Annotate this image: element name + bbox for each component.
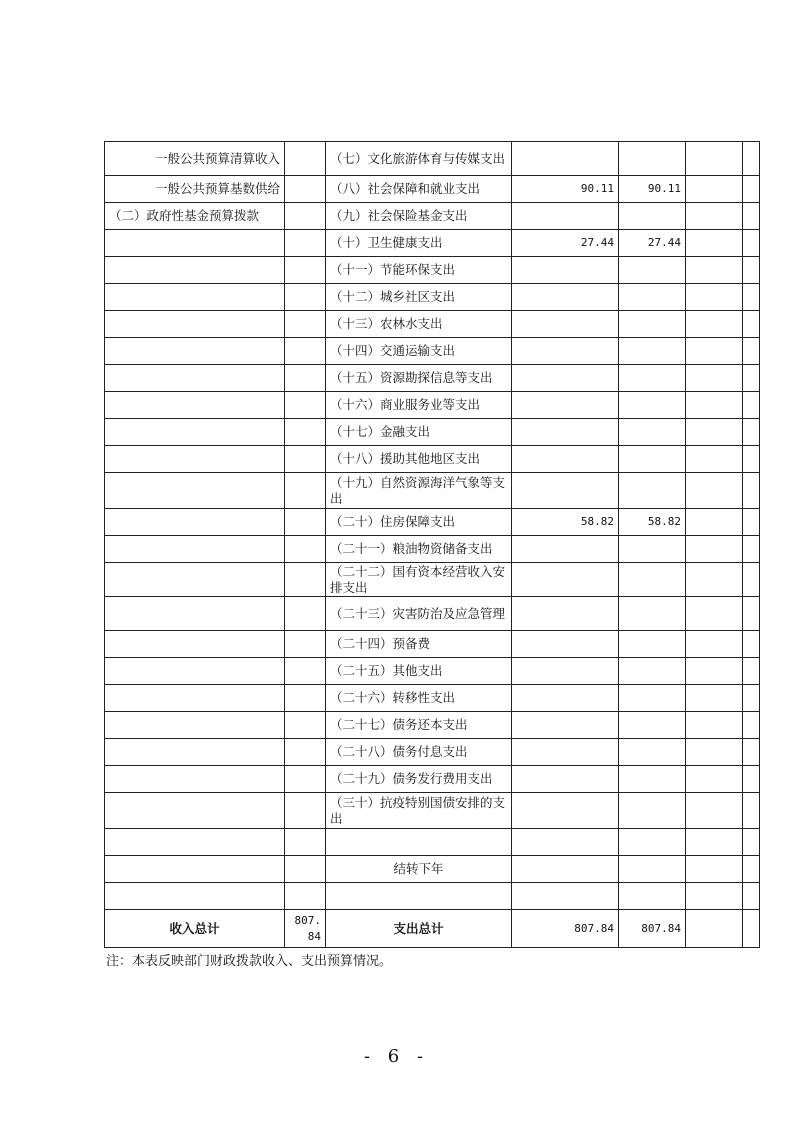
table-row	[105, 536, 760, 563]
income-amount	[285, 685, 326, 712]
income-amount	[285, 419, 326, 446]
expense-amount-2	[619, 685, 686, 712]
expense-amount-2	[619, 203, 686, 230]
table-row	[105, 766, 760, 793]
expense-amount-1	[512, 392, 619, 419]
empty-cell	[686, 365, 743, 392]
income-amount	[285, 392, 326, 419]
page-number: - 6 -	[363, 1046, 430, 1067]
income-amount	[285, 766, 326, 793]
expense-item: （二十三）灾害防治及应急管理	[326, 597, 512, 631]
expense-amount-1	[512, 856, 619, 883]
expense-amount-2	[619, 473, 686, 509]
empty-cell	[686, 739, 743, 766]
income-item	[105, 883, 285, 910]
income-amount	[285, 446, 326, 473]
income-total-label: 收入总计	[105, 910, 285, 948]
empty-cell	[686, 910, 743, 948]
expense-item: （十三）农林水支出	[326, 311, 512, 338]
table-row	[105, 597, 760, 631]
expense-amount-2: 90.11	[619, 176, 686, 203]
expense-amount-1	[512, 563, 619, 597]
income-item	[105, 536, 285, 563]
table-row	[105, 856, 760, 883]
expense-amount-1	[512, 597, 619, 631]
empty-cell	[686, 257, 743, 284]
income-amount	[285, 563, 326, 597]
income-item	[105, 712, 285, 739]
empty-cell	[743, 311, 760, 338]
expense-item	[326, 883, 512, 910]
expense-amount-2: 27.44	[619, 230, 686, 257]
expense-amount-1: 90.11	[512, 176, 619, 203]
income-item	[105, 856, 285, 883]
income-amount	[285, 793, 326, 829]
income-item	[105, 419, 285, 446]
empty-cell	[686, 658, 743, 685]
table-row	[105, 631, 760, 658]
expense-item: （十七）金融支出	[326, 419, 512, 446]
income-item	[105, 597, 285, 631]
income-amount	[285, 856, 326, 883]
expense-total-label: 支出总计	[326, 910, 512, 948]
expense-amount-1	[512, 829, 619, 856]
expense-item: （十二）城乡社区支出	[326, 284, 512, 311]
table-row	[105, 392, 760, 419]
expense-amount-1	[512, 284, 619, 311]
expense-item: （二十）住房保障支出	[326, 509, 512, 536]
table-row	[105, 712, 760, 739]
empty-cell	[686, 563, 743, 597]
table-row	[105, 446, 760, 473]
expense-amount-1	[512, 793, 619, 829]
expense-amount-1	[512, 883, 619, 910]
empty-cell	[743, 739, 760, 766]
table-row	[105, 311, 760, 338]
expense-item: （二十二）国有资本经营收入安排支出	[326, 563, 512, 597]
expense-amount-2	[619, 856, 686, 883]
table-row	[105, 338, 760, 365]
empty-cell	[743, 230, 760, 257]
expense-amount-1: 58.82	[512, 509, 619, 536]
income-item	[105, 793, 285, 829]
expense-amount-2	[619, 712, 686, 739]
income-amount	[285, 829, 326, 856]
income-item	[105, 392, 285, 419]
expense-item: （二十四）预备费	[326, 631, 512, 658]
expense-item: （二十七）债务还本支出	[326, 712, 512, 739]
empty-cell	[743, 203, 760, 230]
income-amount	[285, 597, 326, 631]
table-row	[105, 739, 760, 766]
empty-cell	[686, 766, 743, 793]
empty-cell	[686, 712, 743, 739]
income-item: 一般公共预算清算收入	[105, 142, 285, 176]
income-item	[105, 284, 285, 311]
empty-cell	[686, 392, 743, 419]
expense-item	[326, 829, 512, 856]
empty-cell	[686, 631, 743, 658]
table-row	[105, 365, 760, 392]
income-amount	[285, 338, 326, 365]
empty-cell	[686, 284, 743, 311]
empty-cell	[743, 536, 760, 563]
table-row	[105, 685, 760, 712]
empty-cell	[743, 257, 760, 284]
empty-cell	[686, 230, 743, 257]
expense-amount-2	[619, 365, 686, 392]
table-row	[105, 230, 760, 257]
income-item	[105, 631, 285, 658]
expense-amount-1	[512, 257, 619, 284]
income-item: 一般公共预算基数供给	[105, 176, 285, 203]
income-amount	[285, 712, 326, 739]
income-amount	[285, 658, 326, 685]
empty-cell	[686, 311, 743, 338]
income-item	[105, 311, 285, 338]
expense-amount-2	[619, 284, 686, 311]
expense-amount-1	[512, 446, 619, 473]
empty-cell	[743, 631, 760, 658]
empty-cell	[686, 856, 743, 883]
table-note: 注：本表反映部门财政拨款收入、支出预算情况。	[106, 954, 393, 969]
empty-cell	[686, 446, 743, 473]
table-body	[105, 142, 760, 910]
income-amount	[285, 536, 326, 563]
expense-item: （二十一）粮油物资储备支出	[326, 536, 512, 563]
empty-cell	[686, 203, 743, 230]
empty-cell	[686, 685, 743, 712]
income-item	[105, 563, 285, 597]
empty-cell	[686, 473, 743, 509]
empty-cell	[743, 597, 760, 631]
income-amount	[285, 230, 326, 257]
empty-cell	[743, 446, 760, 473]
income-item	[105, 257, 285, 284]
empty-cell	[743, 563, 760, 597]
income-item	[105, 230, 285, 257]
expense-amount-1	[512, 536, 619, 563]
table-row	[105, 793, 760, 829]
expense-amount-2	[619, 793, 686, 829]
income-amount	[285, 176, 326, 203]
expense-item: （十六）商业服务业等支出	[326, 392, 512, 419]
expense-amount-1	[512, 142, 619, 176]
expense-amount-1	[512, 311, 619, 338]
expense-amount-1	[512, 203, 619, 230]
expense-item: （十四）交通运输支出	[326, 338, 512, 365]
expense-item: （九）社会保险基金支出	[326, 203, 512, 230]
expense-item: （八）社会保障和就业支出	[326, 176, 512, 203]
expense-amount-1: 27.44	[512, 230, 619, 257]
expense-amount-1	[512, 658, 619, 685]
expense-amount-1	[512, 338, 619, 365]
expense-amount-1	[512, 365, 619, 392]
income-amount	[285, 284, 326, 311]
expense-item: 结转下年	[326, 856, 512, 883]
expense-amount-2	[619, 536, 686, 563]
empty-cell	[686, 509, 743, 536]
empty-cell	[743, 883, 760, 910]
empty-cell	[743, 793, 760, 829]
table-row	[105, 473, 760, 509]
table-row	[105, 509, 760, 536]
empty-cell	[743, 509, 760, 536]
income-amount	[285, 142, 326, 176]
budget-table	[104, 141, 760, 948]
empty-cell	[686, 883, 743, 910]
income-amount	[285, 509, 326, 536]
expense-amount-1	[512, 685, 619, 712]
empty-cell	[686, 338, 743, 365]
income-total-value: 807.84	[294, 913, 321, 943]
expense-amount-1	[512, 766, 619, 793]
income-amount	[285, 365, 326, 392]
expense-amount-2	[619, 392, 686, 419]
income-item	[105, 766, 285, 793]
expense-amount-1	[512, 739, 619, 766]
expense-item: （二十六）转移性支出	[326, 685, 512, 712]
empty-cell	[686, 176, 743, 203]
income-item	[105, 739, 285, 766]
expense-item: （十八）援助其他地区支出	[326, 446, 512, 473]
expense-amount-1	[512, 473, 619, 509]
expense-amount-2	[619, 739, 686, 766]
table-row	[105, 883, 760, 910]
empty-cell	[743, 392, 760, 419]
table-row	[105, 563, 760, 597]
table-row	[105, 284, 760, 311]
empty-cell	[743, 419, 760, 446]
expense-item: （三十）抗疫特别国债安排的支出	[326, 793, 512, 829]
expense-amount-2	[619, 446, 686, 473]
empty-cell	[743, 766, 760, 793]
expense-amount-2	[619, 419, 686, 446]
expense-amount-1	[512, 419, 619, 446]
expense-amount-2	[619, 563, 686, 597]
income-amount	[285, 203, 326, 230]
income-amount	[285, 631, 326, 658]
empty-cell	[686, 536, 743, 563]
expense-amount-2	[619, 631, 686, 658]
table-row	[105, 142, 760, 176]
income-item	[105, 473, 285, 509]
expense-item: （二十九）债务发行费用支出	[326, 766, 512, 793]
expense-amount-1	[512, 631, 619, 658]
income-amount	[285, 311, 326, 338]
table-row	[105, 176, 760, 203]
expense-total-amount-1: 807.84	[512, 910, 619, 948]
table-row	[105, 203, 760, 230]
table-row	[105, 658, 760, 685]
income-amount	[285, 883, 326, 910]
empty-cell	[743, 473, 760, 509]
expense-amount-2	[619, 658, 686, 685]
empty-cell	[743, 685, 760, 712]
expense-amount-2	[619, 829, 686, 856]
empty-cell	[743, 284, 760, 311]
expense-item: （十一）节能环保支出	[326, 257, 512, 284]
income-item	[105, 365, 285, 392]
total-row	[105, 910, 760, 948]
table-row	[105, 419, 760, 446]
expense-item: （二十八）债务付息支出	[326, 739, 512, 766]
empty-cell	[686, 142, 743, 176]
empty-cell	[686, 829, 743, 856]
expense-amount-2	[619, 883, 686, 910]
expense-amount-2	[619, 257, 686, 284]
empty-cell	[743, 142, 760, 176]
income-amount	[285, 739, 326, 766]
income-amount	[285, 473, 326, 509]
expense-amount-2	[619, 597, 686, 631]
empty-cell	[686, 793, 743, 829]
expense-amount-2	[619, 142, 686, 176]
empty-cell	[743, 712, 760, 739]
table-row	[105, 257, 760, 284]
empty-cell	[743, 338, 760, 365]
expense-amount-2	[619, 766, 686, 793]
expense-item: （十九）自然资源海洋气象等支出	[326, 473, 512, 509]
table-row	[105, 829, 760, 856]
expense-amount-2: 58.82	[619, 509, 686, 536]
income-item	[105, 658, 285, 685]
income-item	[105, 829, 285, 856]
empty-cell	[743, 856, 760, 883]
income-item: （二）政府性基金预算拨款	[105, 203, 285, 230]
expense-item: （十）卫生健康支出	[326, 230, 512, 257]
expense-amount-1	[512, 712, 619, 739]
empty-cell	[686, 419, 743, 446]
income-item	[105, 446, 285, 473]
empty-cell	[743, 365, 760, 392]
expense-total-amount-2: 807.84	[619, 910, 686, 948]
income-total-amount	[285, 910, 326, 948]
income-item	[105, 509, 285, 536]
income-item	[105, 685, 285, 712]
expense-amount-2	[619, 311, 686, 338]
empty-cell	[743, 829, 760, 856]
expense-item: （二十五）其他支出	[326, 658, 512, 685]
empty-cell	[743, 910, 760, 948]
expense-item: （十五）资源勘探信息等支出	[326, 365, 512, 392]
income-amount	[285, 257, 326, 284]
expense-item: （七）文化旅游体育与传媒支出	[326, 142, 512, 176]
empty-cell	[686, 597, 743, 631]
income-item	[105, 338, 285, 365]
empty-cell	[743, 176, 760, 203]
expense-amount-2	[619, 338, 686, 365]
empty-cell	[743, 658, 760, 685]
